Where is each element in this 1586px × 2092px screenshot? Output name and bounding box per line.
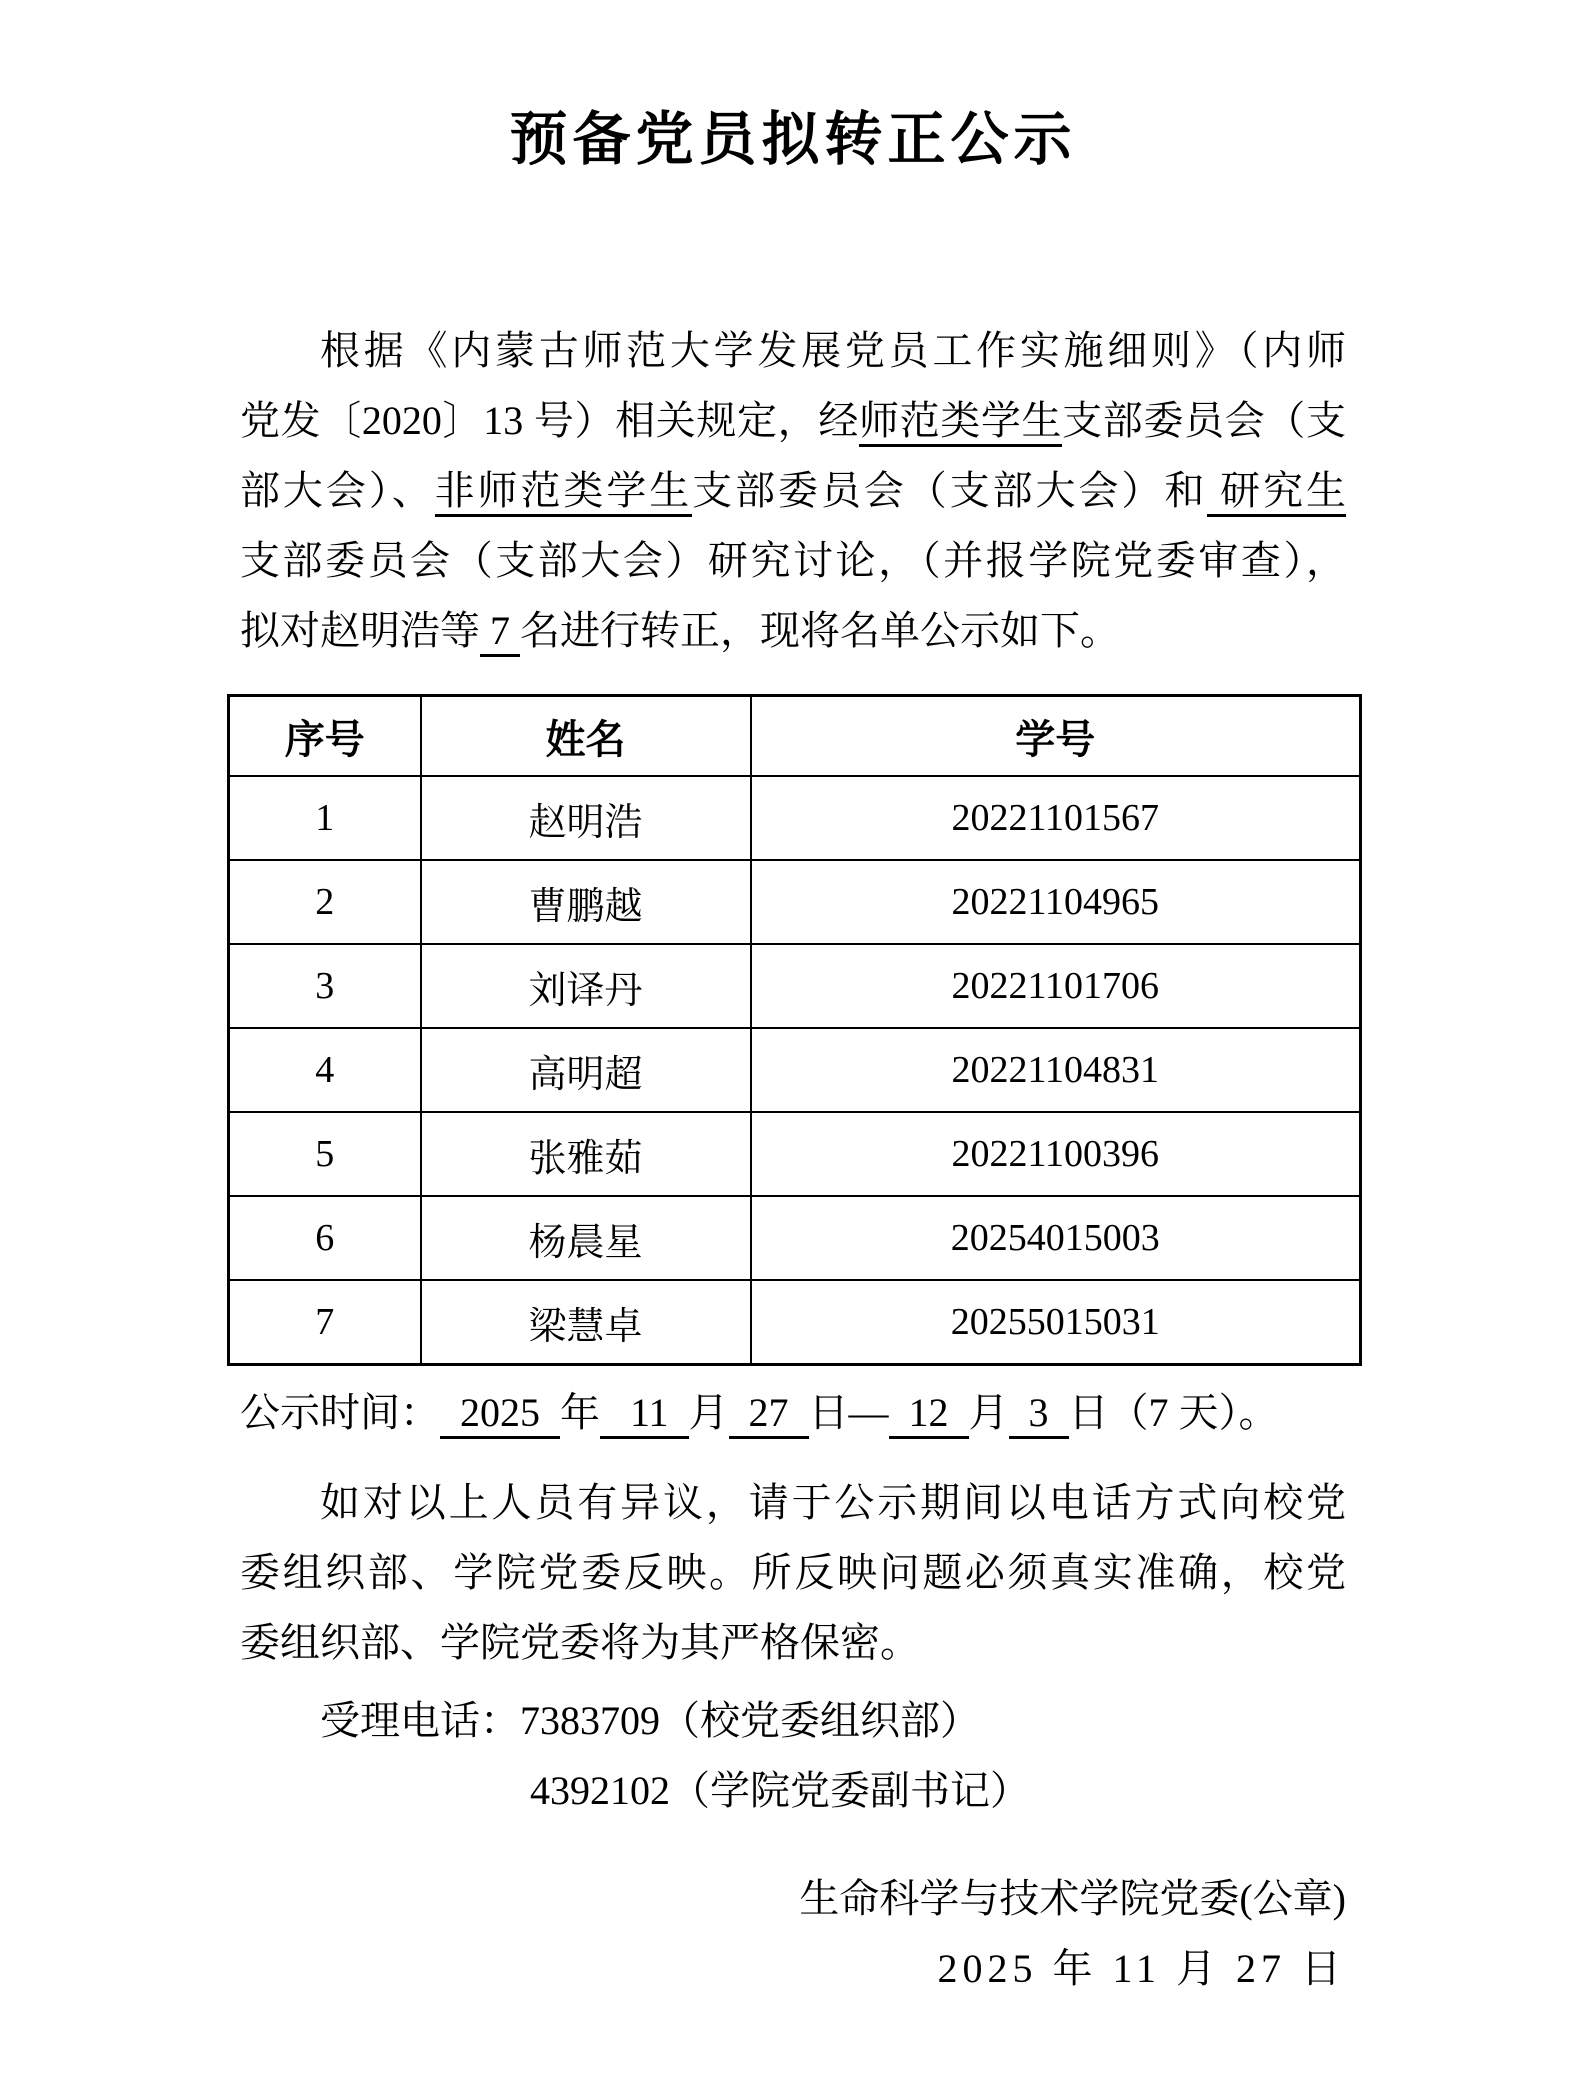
cell-no: 4 [229, 1028, 421, 1112]
body-line-1 [240, 316, 1346, 386]
cell-no: 5 [229, 1112, 421, 1196]
notice-text: 月 [968, 1390, 1009, 1435]
body-paragraph [240, 316, 1346, 666]
cell-student-id: 20254015003 [751, 1196, 1361, 1280]
cell-name: 张雅茹 [421, 1112, 751, 1196]
header-name: 姓名 [421, 696, 751, 777]
body-text: 支部委员会（支 [1062, 398, 1347, 443]
objection-line-2 [240, 1538, 1346, 1608]
cell-name: 曹鹏越 [421, 860, 751, 944]
body-text: 拟对赵明浩等 [240, 608, 480, 653]
cell-no: 1 [229, 776, 421, 860]
body-line-3 [240, 456, 1346, 526]
page-title: 预备党员拟转正公示 [509, 107, 1077, 172]
cell-student-id: 20221100396 [751, 1112, 1361, 1196]
body-text: 支部委员会（支部大会）研究讨论，（并报学院党委审查）， [240, 538, 1346, 583]
body-text: 名进行转正，现将名单公示如下。 [520, 608, 1120, 653]
phone-line-2: 4392102（学院党委副书记） [530, 1768, 1030, 1813]
notice-time-line [240, 1378, 1346, 1448]
table-row [229, 1196, 1361, 1280]
table-row [229, 1112, 1361, 1196]
body-line-5 [240, 596, 1346, 666]
underlined-month: 12 [889, 1390, 969, 1439]
cell-name: 赵明浩 [421, 776, 751, 860]
table-row [229, 1280, 1361, 1365]
document-content [240, 0, 1346, 2004]
notice-text: 月 [688, 1390, 729, 1435]
notice-text: 日— [808, 1390, 889, 1435]
cell-student-id: 20255015031 [751, 1280, 1361, 1365]
underlined-day: 3 [1009, 1390, 1069, 1439]
cell-name: 梁慧卓 [421, 1280, 751, 1365]
cell-no: 2 [229, 860, 421, 944]
cell-no: 6 [229, 1196, 421, 1280]
cell-student-id: 20221101567 [751, 776, 1361, 860]
underlined-year: 2025 [440, 1390, 560, 1439]
signature-line: 生命科学与技术学院党委(公章) [799, 1876, 1346, 1921]
cell-name: 高明超 [421, 1028, 751, 1112]
objection-line-1 [240, 1468, 1346, 1538]
underlined-text: 师范类学生 [859, 398, 1062, 447]
table-row [229, 1028, 1361, 1112]
cell-no: 3 [229, 944, 421, 1028]
cell-no: 7 [229, 1280, 421, 1365]
header-no: 序号 [229, 696, 421, 777]
phone-line-1: 受理电话：7383709（校党委组织部） [320, 1698, 980, 1743]
cell-name: 杨晨星 [421, 1196, 751, 1280]
body-text: 如对以上人员有异议，请于公示期间以电话方式向校党 [320, 1480, 1346, 1525]
roster-table [227, 694, 1362, 1366]
table-row [229, 860, 1361, 944]
date-line: 2025 年 11 月 27 日 [937, 1946, 1346, 1991]
table-row [229, 776, 1361, 860]
notice-time-label: 公示时间： [240, 1390, 440, 1435]
cell-student-id: 20221101706 [751, 944, 1361, 1028]
cell-student-id: 20221104831 [751, 1028, 1361, 1112]
body-line-4 [240, 526, 1346, 596]
body-text: 部大会）、 [240, 468, 435, 513]
body-text: 委组织部、学院党委将为其严格保密。 [240, 1620, 920, 1665]
underlined-text: 研究生 [1207, 468, 1346, 517]
table-row [229, 944, 1361, 1028]
notice-text: 日（7 天）。 [1068, 1390, 1279, 1435]
underlined-text: 非师范类学生 [435, 468, 693, 517]
header-student-id: 学号 [751, 696, 1361, 777]
underlined-day: 27 [729, 1390, 809, 1439]
notice-text: 年 [560, 1390, 600, 1435]
underlined-text: 7 [480, 608, 520, 657]
underlined-month: 11 [600, 1390, 689, 1439]
body-line-2 [240, 386, 1346, 456]
cell-student-id: 20221104965 [751, 860, 1361, 944]
body-text: 党发〔2020〕13 号）相关规定，经 [240, 398, 859, 443]
objection-line-3 [240, 1608, 1346, 1678]
body-text: 根据《内蒙古师范大学发展党员工作实施细则》（内师 [320, 328, 1346, 373]
table-header-row [229, 696, 1361, 777]
cell-name: 刘译丹 [421, 944, 751, 1028]
body-text: 委组织部、学院党委反映。所反映问题必须真实准确，校党 [240, 1550, 1346, 1595]
body-text: 支部委员会（支部大会）和 [692, 468, 1208, 513]
